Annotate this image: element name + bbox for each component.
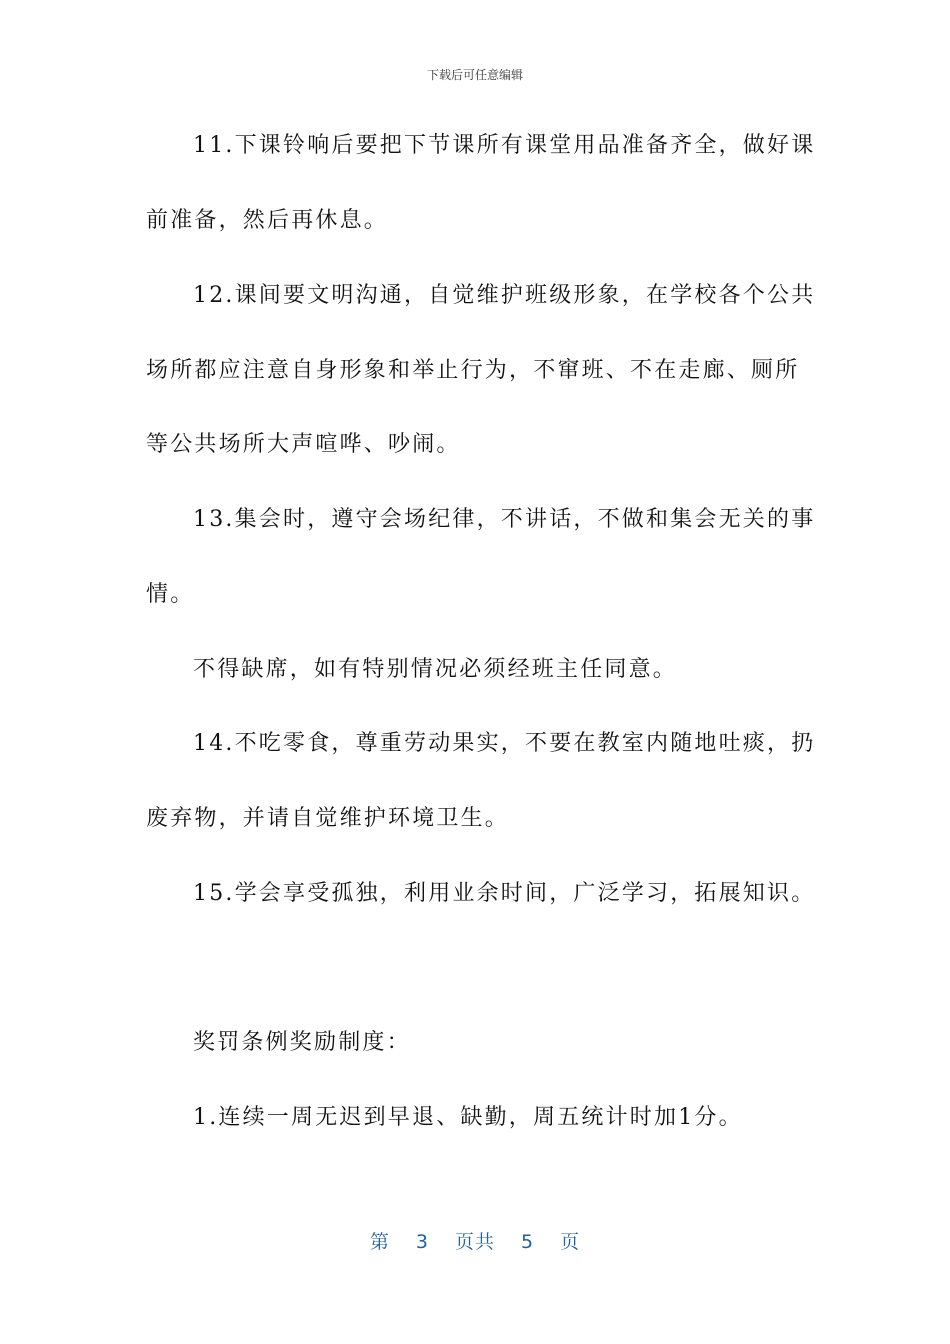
- paragraph-line: 场所都应注意自身形象和举止行为，不窜班、不在走廊、厕所: [146, 358, 800, 383]
- paragraph-line: 11.下课铃响后要把下节课所有课堂用品准备齐全，做好课: [193, 133, 816, 158]
- paragraph-line: 1.连续一周无迟到早退、缺勤，周五统计时加1分。: [193, 1105, 743, 1130]
- page-footer: [0, 1227, 950, 1254]
- page-label-suffix: 页: [560, 1231, 581, 1253]
- paragraph-line: 等公共场所大声喧哗、吵闹。: [146, 432, 461, 457]
- current-page-number: 3: [415, 1231, 429, 1253]
- paragraph-line: 废弃物，并请自觉维护环境卫生。: [146, 806, 510, 831]
- page-label-middle: 页共: [454, 1231, 495, 1253]
- page-label-prefix: 第: [369, 1231, 390, 1253]
- paragraph-line: 14.不吃零食，尊重劳动果实，不要在教室内随地吐痰，扔: [193, 731, 816, 756]
- header-note: 下载后可任意编辑: [426, 68, 523, 82]
- paragraph-line: 前准备，然后再休息。: [146, 208, 389, 233]
- section-heading: 奖罚条例奖励制度：: [193, 1030, 411, 1055]
- paragraph-line: 15.学会享受孤独，利用业余时间，广泛学习，拓展知识。: [193, 881, 816, 906]
- paragraph-line: 12.课间要文明沟通，自觉维护班级形象，在学校各个公共: [193, 283, 816, 308]
- paragraph-line: 13.集会时，遵守会场纪律，不讲话，不做和集会无关的事: [193, 507, 816, 532]
- paragraph-line: 不得缺席，如有特别情况必须经班主任同意。: [193, 657, 678, 682]
- total-pages-number: 5: [521, 1231, 535, 1253]
- paragraph-line: 情。: [146, 582, 195, 607]
